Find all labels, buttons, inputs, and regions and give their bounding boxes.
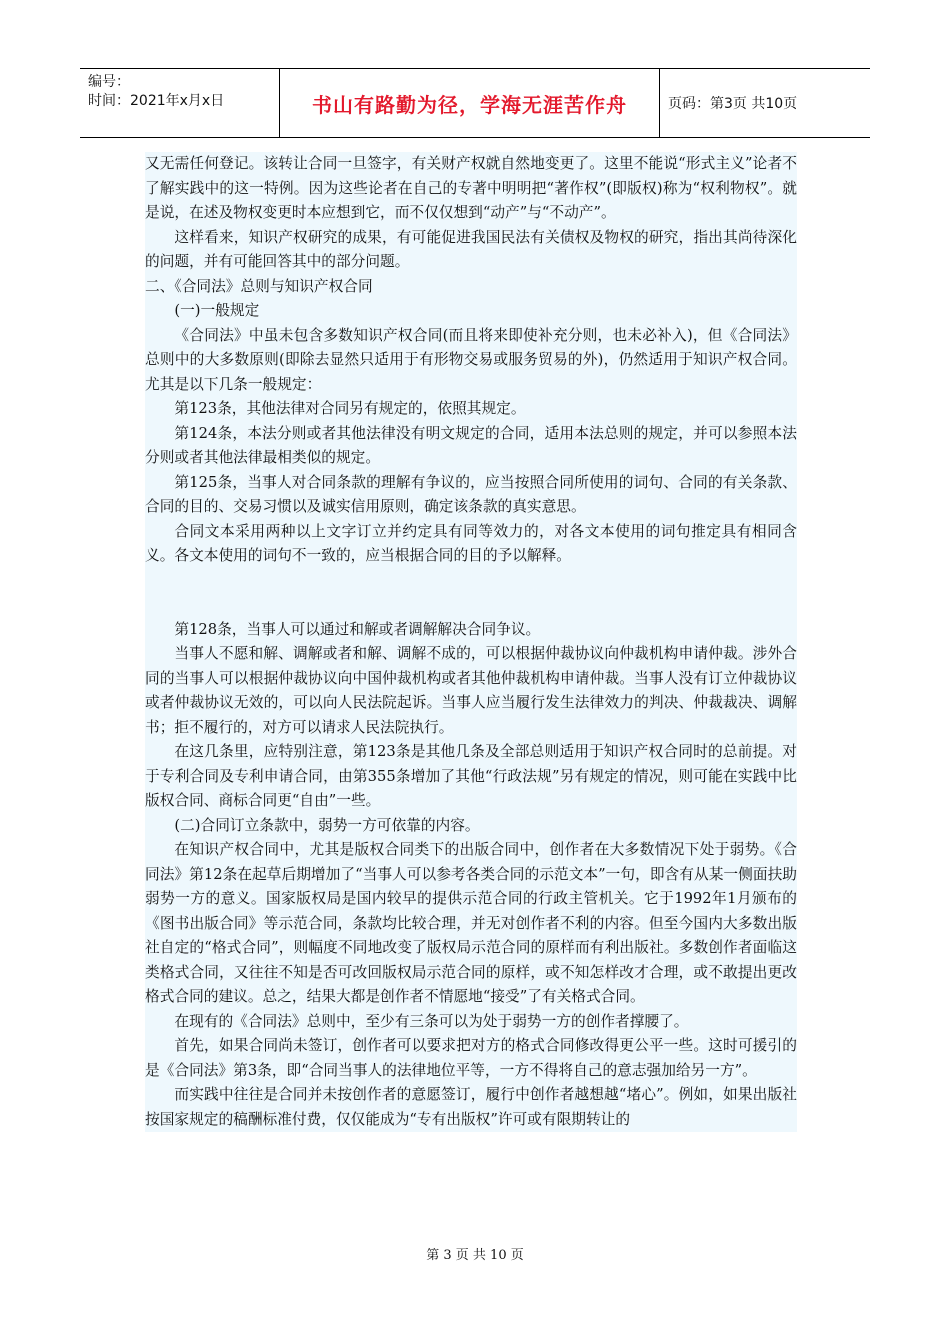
paragraph: 在知识产权合同中，尤其是版权合同类下的出版合同中，创作者在大多数情况下处于弱势。《合同法》第12条在起草后期增加了“当事人可以参考各类合同的示范文本”一句，即含有从某一侧面扶助弱势一方的意义。国家版权局是国内较早的提供示范合同的行政主管机关。它于1992年1月颁布的《图书出版合同》等示范合同，条款均比较合理，并无对创作者不利的内容。但至今国内大多数出版社自定的“格式合同”，则幅度不同地改变了版权局示范合同的原样而有利出版社。多数创作者面临这类格式合同，又往往不知是否可改回版权局示范合同的原样，或不知怎样改才合理，或不敢提出更改格式合同的建议。总之，结果大都是创作者不情愿地“接受”了有关格式合同。 (145, 841, 797, 1005)
document-number: 编号： (88, 74, 130, 90)
document-body (145, 152, 797, 1132)
document-date: 时间：2021年x月x日 (88, 93, 225, 109)
paragraph: 《合同法》中虽未包含多数知识产权合同(而且将来即使补充分则，也未必补入)，但《合同法》总则中的大多数原则(即除去显然只适用于有形物交易或服务贸易的外)，仍然适用于知识产权合同。尤其是以下几条一般规定： (145, 326, 797, 393)
page-footer: 第 3 页 共 10 页 (426, 1248, 524, 1263)
article-paragraph: 第124条，本法分则或者其他法律没有明文规定的合同，适用本法总则的规定，并可以参照本法分则或者其他法律最相类似的规定。 (145, 424, 797, 466)
header-motto: 书山有路勤为径，学海无涯苦作舟 (280, 69, 660, 137)
subsection-heading: (一)一般规定 (174, 302, 260, 319)
paragraph: 又无需任何登记。该转让合同一旦签字，有关财产权就自然地变更了。这里不能说“形式主义”论者不了解实践中的这一特例。因为这些论者在自己的专著中明明把“著作权”(即版权)称为“权利物权”。就是说，在述及物权变更时本应想到它，而不仅仅想到“动产”与“不动产”。 (145, 155, 797, 221)
paragraph: 在这几条里，应特别注意，第123条是其他几条及全部总则适用于知识产权合同时的总前提。对于专利合同及专利申请合同，由第355条增加了其他“行政法规”另有规定的情况，则可能在实践中比版权合同、商标合同更“自由”一些。 (145, 743, 797, 809)
paragraph: 而实践中往往是合同并未按创作者的意愿签订，履行中创作者越想越“堵心”。例如，如果出版社按国家规定的稿酬标准付费，仅仅能成为“专有出版权”许可或有限期转让的 (145, 1086, 797, 1128)
subsection-heading: (二)合同订立条款中，弱势一方可依靠的内容。 (174, 816, 480, 834)
header-page-info: 页码：第3页 共10页 (668, 96, 798, 112)
paragraph: 在现有的《合同法》总则中，至少有三条可以为处于弱势一方的创作者撑腰了。 (174, 1012, 689, 1030)
paragraph: 这样看来，知识产权研究的成果，有可能促进我国民法有关债权及物权的研究，指出其尚待深化的问题，并有可能回答其中的部分问题。 (145, 228, 797, 270)
paragraph: 首先，如果合同尚未签订，创作者可以要求把对方的格式合同修改得更公平一些。这时可援引的是《合同法》第3条，即“合同当事人的法律地位平等，一方不得将自己的意志强加给另一方”。 (145, 1037, 797, 1079)
article-paragraph: 第128条，当事人可以通过和解或者调解解决合同争议。 (174, 620, 541, 638)
page-header (80, 68, 870, 138)
blank-gap (145, 569, 797, 618)
header-meta (80, 69, 280, 137)
paragraph: 当事人不愿和解、调解或者和解、调解不成的，可以根据仲裁协议向仲裁机构申请仲裁。涉外合同的当事人可以根据仲裁协议向中国仲裁机构或者其他仲裁机构申请仲裁。当事人没有订立仲裁协议或者仲裁协议无效的，可以向人民法院起诉。当事人应当履行发生法律效力的判决、仲裁裁决、调解书；拒不履行的，对方可以请求人民法院执行。 (145, 645, 797, 736)
section-heading: 二、《合同法》总则与知识产权合同 (145, 277, 373, 295)
paragraph: 合同文本采用两种以上文字订立并约定具有同等效力的，对各文本使用的词句推定具有相同含义。各文本使用的词句不一致的，应当根据合同的目的予以解释。 (145, 522, 797, 564)
article-paragraph: 第125条，当事人对合同条款的理解有争议的，应当按照合同所使用的词句、合同的有关条款、合同的目的、交易习惯以及诚实信用原则，确定该条款的真实意思。 (145, 473, 797, 515)
article-paragraph: 第123条，其他法律对合同另有规定的，依照其规定。 (174, 400, 526, 417)
